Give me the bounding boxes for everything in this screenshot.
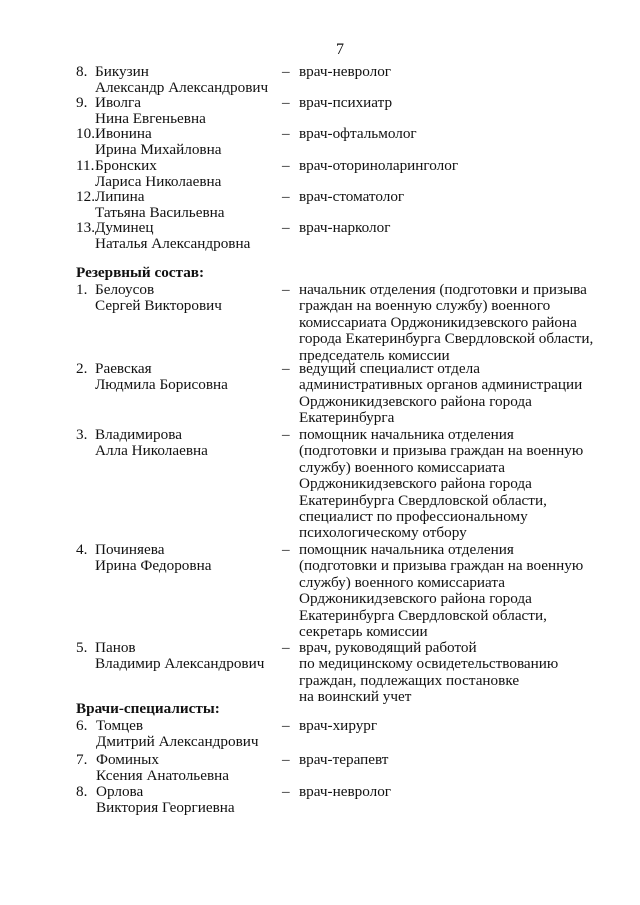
given-names: Сергей Викторович xyxy=(95,297,222,315)
item-number: 1. xyxy=(76,281,88,298)
position-line: врач-офтальмолог xyxy=(299,125,417,142)
position-line: комиссариата Орджоникидзевского района xyxy=(299,313,577,331)
surname: Томцев xyxy=(96,717,144,734)
surname: Панов xyxy=(95,639,136,656)
person-name xyxy=(95,220,250,253)
section-heading-reserve: Резервный состав: xyxy=(76,264,205,281)
given-names: Нина Евгеньевна xyxy=(95,110,206,128)
item-number: 7. xyxy=(76,751,88,768)
person-name xyxy=(95,95,206,128)
page-number: 7 xyxy=(336,41,344,58)
surname: Иволга xyxy=(95,94,141,111)
surname: Раевская xyxy=(95,360,152,377)
given-names: Дмитрий Александрович xyxy=(96,733,259,751)
position xyxy=(299,189,619,205)
position-line: врач-терапевт xyxy=(299,751,389,768)
position-line: секретарь комиссии xyxy=(299,622,428,640)
position xyxy=(299,752,619,768)
surname: Орлова xyxy=(96,783,144,800)
dash: – xyxy=(282,783,290,800)
position-line: административных органов администрации xyxy=(299,376,583,394)
position xyxy=(299,220,619,236)
surname: Починяева xyxy=(95,541,165,558)
person-name xyxy=(95,282,222,315)
dash: – xyxy=(282,360,290,377)
dash: – xyxy=(282,426,290,443)
given-names: Ксения Анатольевна xyxy=(96,767,230,785)
surname: Ивонина xyxy=(95,125,152,142)
item-number: 4. xyxy=(76,541,88,558)
position xyxy=(299,282,619,364)
dash: – xyxy=(282,751,290,768)
position-line: врач-стоматолог xyxy=(299,188,405,205)
dash: – xyxy=(282,94,290,111)
surname: Владимирова xyxy=(95,426,182,443)
position xyxy=(299,361,619,427)
position-line: Екатеринбурга Свердловской области, xyxy=(299,491,547,509)
dash: – xyxy=(282,639,290,656)
position-line: (подготовки и призыва граждан на военную xyxy=(299,557,584,575)
given-names: Ирина Михайловна xyxy=(95,141,222,159)
position xyxy=(299,158,619,174)
person-name xyxy=(95,158,221,191)
position xyxy=(299,64,619,80)
surname: Липина xyxy=(95,188,145,205)
given-names: Александр Александрович xyxy=(95,79,269,97)
item-number: 9. xyxy=(76,94,88,111)
position-line: Орджоникидзевского района города xyxy=(299,475,532,493)
position xyxy=(299,640,619,706)
person-name xyxy=(95,542,211,575)
position-line: помощник начальника отделения xyxy=(299,426,514,443)
person-name xyxy=(96,784,235,817)
item-number: 11. xyxy=(76,157,95,174)
position-line: врач-нарколог xyxy=(299,219,391,236)
given-names: Ирина Федоровна xyxy=(95,557,212,575)
position-line: начальник отделения (подготовки и призыва xyxy=(299,281,587,298)
position-line: врач, руководящий работой xyxy=(299,639,477,656)
surname: Думинец xyxy=(95,219,154,236)
position-line: врач-психиатр xyxy=(299,94,393,111)
position-line: психологическому отбору xyxy=(299,524,467,542)
item-number: 8. xyxy=(76,783,88,800)
position-line: специалист по профессиональному xyxy=(299,507,528,525)
given-names: Татьяна Васильевна xyxy=(95,204,225,222)
item-number: 3. xyxy=(76,426,88,443)
position xyxy=(299,95,619,111)
surname: Бронских xyxy=(95,157,157,174)
item-number: 8. xyxy=(76,63,88,80)
given-names: Лариса Николаевна xyxy=(95,173,222,191)
dash: – xyxy=(282,188,290,205)
dash: – xyxy=(282,125,290,142)
position-line: врач-оториноларинголог xyxy=(299,157,459,174)
item-number: 13. xyxy=(76,219,95,236)
position-line: граждан, подлежащих постановке xyxy=(299,671,520,689)
item-number: 10. xyxy=(76,125,95,142)
item-number: 6. xyxy=(76,717,88,734)
item-number: 2. xyxy=(76,360,88,377)
position-line: службу) военного комиссариата xyxy=(299,458,505,476)
surname: Бикузин xyxy=(95,63,149,80)
position-line: врач-невролог xyxy=(299,783,392,800)
dash: – xyxy=(282,63,290,80)
given-names: Наталья Александровна xyxy=(95,235,251,253)
position xyxy=(299,718,619,734)
dash: – xyxy=(282,219,290,236)
position xyxy=(299,427,619,542)
position-line: председатель комиссии xyxy=(299,346,450,364)
given-names: Владимир Александрович xyxy=(95,655,265,673)
person-name xyxy=(96,718,259,751)
position-line: Екатеринбурга Свердловской области, xyxy=(299,606,547,624)
person-name xyxy=(95,361,228,394)
surname: Фоминых xyxy=(96,751,159,768)
person-name xyxy=(95,640,264,673)
dash: – xyxy=(282,281,290,298)
position-line: Орджоникидзевского района города xyxy=(299,590,532,608)
position-line: (подготовки и призыва граждан на военную xyxy=(299,442,584,460)
dash: – xyxy=(282,157,290,174)
position-line: врач-невролог xyxy=(299,63,392,80)
position-line: граждан на военную службу) военного xyxy=(299,297,551,315)
person-name xyxy=(95,64,268,97)
position-line: по медицинскому освидетельствованию xyxy=(299,655,559,673)
given-names: Алла Николаевна xyxy=(95,442,208,460)
position xyxy=(299,784,619,800)
position-line: ведущий специалист отдела xyxy=(299,360,480,377)
position-line: на воинский учет xyxy=(299,688,412,706)
position xyxy=(299,126,619,142)
surname: Белоусов xyxy=(95,281,155,298)
person-name xyxy=(96,752,229,785)
item-number: 12. xyxy=(76,188,95,205)
person-name xyxy=(95,427,208,460)
position-line: врач-хирург xyxy=(299,717,378,734)
position-line: помощник начальника отделения xyxy=(299,541,514,558)
dash: – xyxy=(282,541,290,558)
position-line: города Екатеринбурга Свердловской области, xyxy=(299,330,594,348)
item-number: 5. xyxy=(76,639,88,656)
given-names: Людмила Борисовна xyxy=(95,376,228,394)
position-line: службу) военного комиссариата xyxy=(299,573,505,591)
dash: – xyxy=(282,717,290,734)
person-name xyxy=(95,126,221,159)
person-name xyxy=(95,189,225,222)
section-heading-doctors: Врачи-специалисты: xyxy=(76,700,220,717)
position-line: Екатеринбурга xyxy=(299,409,395,427)
position-line: Орджоникидзевского района города xyxy=(299,392,532,410)
position xyxy=(299,542,619,640)
given-names: Виктория Георгиевна xyxy=(96,799,235,817)
